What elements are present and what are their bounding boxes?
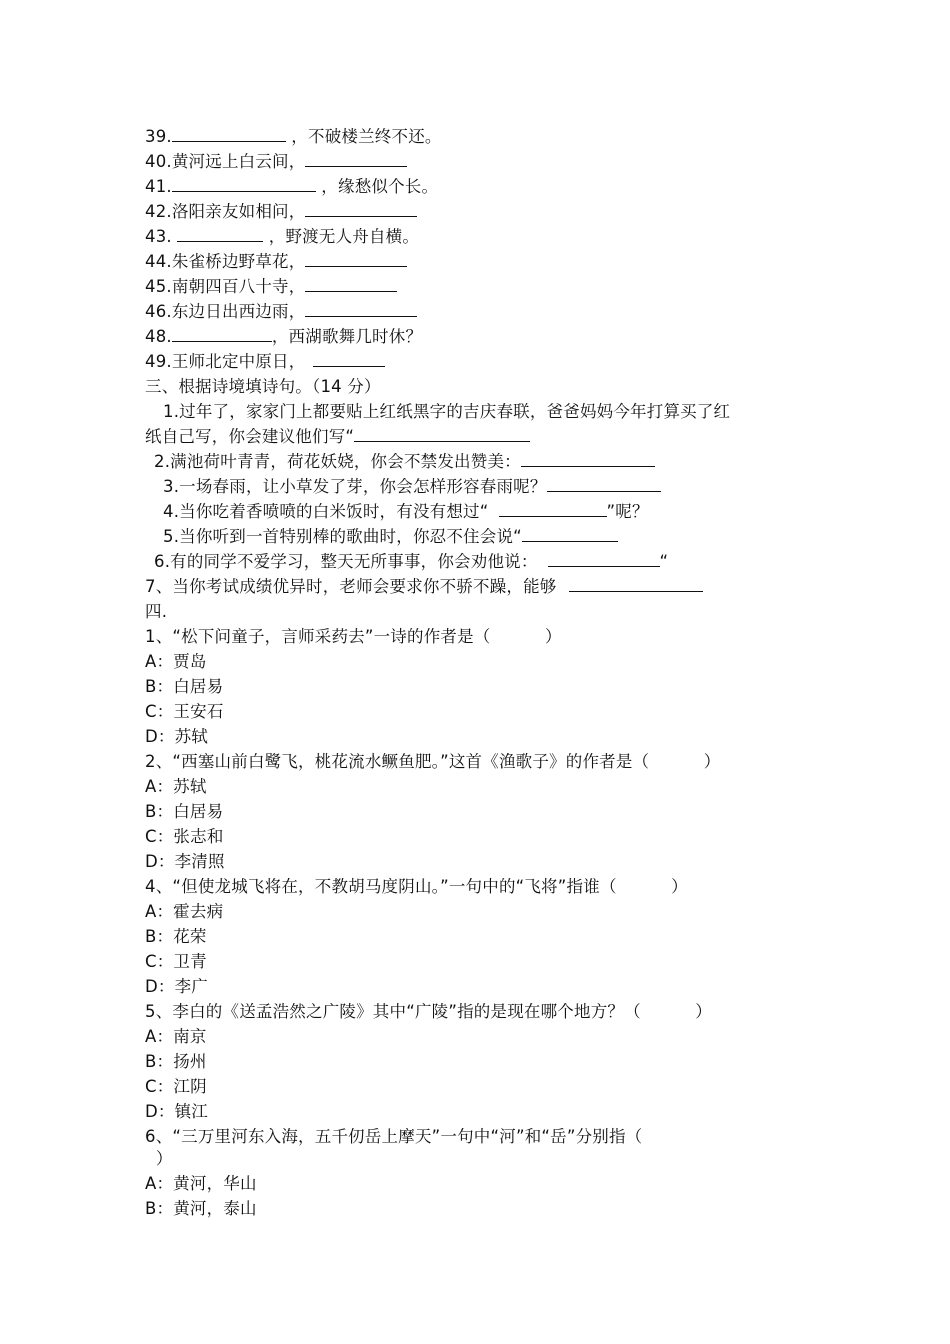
item-39 <box>145 124 442 149</box>
section-4-heading: 四. <box>145 602 168 621</box>
answer-blank[interactable] <box>305 199 417 217</box>
item-49 <box>145 349 385 374</box>
option-line: A：苏轼 <box>145 777 207 796</box>
option-line: C：江阴 <box>145 1077 207 1096</box>
item-42-text: 42.洛阳亲友如相问， <box>145 202 306 221</box>
section-4-q6-continuation: ） <box>145 1149 173 1168</box>
option-line: D：李广 <box>145 977 209 996</box>
item-40-text: 40.黄河远上白云间， <box>145 152 306 171</box>
answer-blank[interactable] <box>305 299 417 317</box>
section-3-q4-text: 4.当你吃着香喷喷的白米饭时，有没有想过“ <box>163 502 489 521</box>
option-line: C：卫青 <box>145 952 207 971</box>
option-line: A：霍去病 <box>145 902 224 921</box>
answer-blank[interactable] <box>177 224 263 242</box>
answer-blank[interactable] <box>548 549 660 567</box>
section-3-q1-line2 <box>145 424 530 449</box>
section-3-q6-suffix: “ <box>659 552 669 571</box>
option-line: B：扬州 <box>145 1052 207 1071</box>
option-line: D：苏轼 <box>145 727 209 746</box>
section-4-q2: 2、“西塞山前白鹭飞，桃花流水鳜鱼肥。”这首《渔歌子》的作者是（ ） <box>145 752 721 771</box>
section-3-heading: 三、根据诗境填诗句。（14 分） <box>145 377 381 396</box>
item-49-text: 49.王师北定中原日， <box>145 352 306 371</box>
item-46-text: 46.东边日出西边雨， <box>145 302 306 321</box>
item-40 <box>145 149 407 174</box>
option-line: C：王安石 <box>145 702 224 721</box>
section-4-q4: 4、“但使龙城飞将在，不教胡马度阴山。”一句中的“飞将”指谁（ ） <box>145 877 688 896</box>
item-44 <box>145 249 407 274</box>
item-41-number: 41. <box>145 177 172 196</box>
section-3-q6-text: 6.有的同学不爱学习，整天无所事事，你会劝他说： <box>154 552 538 571</box>
item-42 <box>145 199 417 224</box>
item-44-text: 44.朱雀桥边野草花， <box>145 252 306 271</box>
answer-blank[interactable] <box>499 499 607 517</box>
section-4-q5: 5、李白的《送孟浩然之广陵》其中“广陵”指的是现在哪个地方？（ ） <box>145 1002 712 1021</box>
item-43-number: 43. <box>145 227 178 246</box>
option-line: C：张志和 <box>145 827 224 846</box>
section-3-q4 <box>163 499 649 524</box>
option-line: A：南京 <box>145 1027 207 1046</box>
item-39-text: ，不破楼兰终不还。 <box>285 127 442 146</box>
section-3-q3-text: 3.一场春雨，让小草发了芽，你会怎样形容春雨呢？ <box>163 477 547 496</box>
section-3-q5-text: 5.当你听到一首特别棒的歌曲时，你忍不住会说“ <box>163 527 522 546</box>
item-39-number: 39. <box>145 127 172 146</box>
item-43-text: ，野渡无人舟自横。 <box>263 227 420 246</box>
answer-blank[interactable] <box>313 349 385 367</box>
answer-blank[interactable] <box>172 124 286 142</box>
item-46 <box>145 299 417 324</box>
section-4-q6: 6、“三万里河东入海，五千仞岳上摩天”一句中“河”和“岳”分别指（ <box>145 1127 643 1146</box>
option-line: B：白居易 <box>145 677 224 696</box>
answer-blank[interactable] <box>305 249 407 267</box>
section-3-q2-text: 2.满池荷叶青青，荷花妖娆，你会不禁发出赞美： <box>154 452 521 471</box>
answer-blank[interactable] <box>547 474 661 492</box>
option-line: A：黄河，华山 <box>145 1174 257 1193</box>
answer-blank[interactable] <box>354 424 530 442</box>
item-41-text: ，缘愁似个长。 <box>315 177 439 196</box>
section-3-q7-text: 7、当你考试成绩优异时，老师会要求你不骄不躁，能够 <box>145 577 557 596</box>
section-4-q1: 1、“松下问童子，言师采药去”一诗的作者是（ ） <box>145 627 562 646</box>
answer-blank[interactable] <box>172 324 272 342</box>
section-3-q1-line1: 1.过年了，家家门上都要贴上红纸黑字的吉庆春联，爸爸妈妈今年打算买了红 <box>163 402 731 421</box>
option-line: B：花荣 <box>145 927 207 946</box>
section-3-q3 <box>163 474 661 499</box>
item-41 <box>145 174 438 199</box>
answer-blank[interactable] <box>521 449 655 467</box>
answer-blank[interactable] <box>172 174 316 192</box>
section-3-q6 <box>154 549 668 574</box>
option-line: B：白居易 <box>145 802 224 821</box>
option-line: B：黄河，泰山 <box>145 1199 257 1218</box>
option-line: D：李清照 <box>145 852 225 871</box>
answer-blank[interactable] <box>305 274 397 292</box>
item-48 <box>145 324 422 349</box>
option-line: A：贾岛 <box>145 652 207 671</box>
item-48-number: 48. <box>145 327 172 346</box>
section-3-q4-suffix: ”呢？ <box>606 502 649 521</box>
section-3-q2 <box>154 449 655 474</box>
section-3-q7 <box>145 574 703 599</box>
item-45-text: 45.南朝四百八十寺， <box>145 277 306 296</box>
answer-blank[interactable] <box>522 524 618 542</box>
item-48-text: ，西湖歌舞几时休？ <box>271 327 423 346</box>
section-3-q5 <box>163 524 618 549</box>
section-3-q1-text: 纸自己写，你会建议他们写“ <box>145 427 355 446</box>
item-45 <box>145 274 397 299</box>
item-43 <box>145 224 419 249</box>
option-line: D：镇江 <box>145 1102 209 1121</box>
answer-blank[interactable] <box>569 574 703 592</box>
answer-blank[interactable] <box>305 149 407 167</box>
